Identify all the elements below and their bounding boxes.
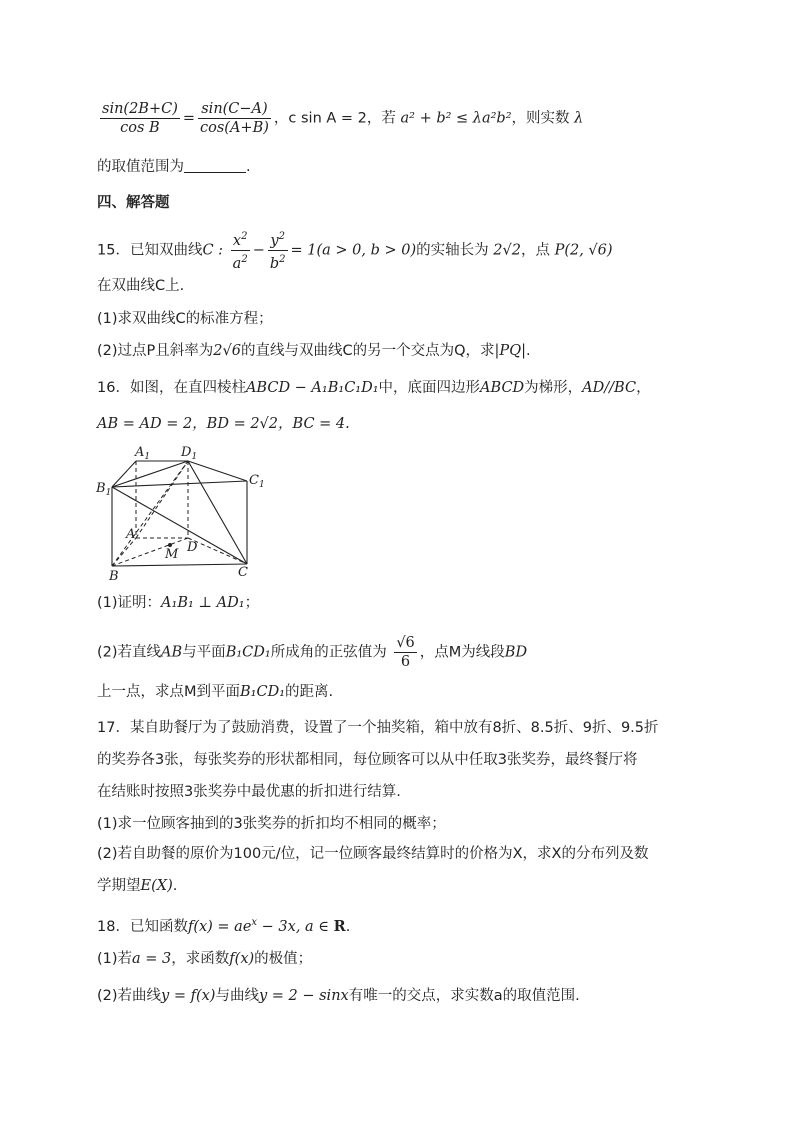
q15-line1: 15．已知双曲线C : $\frac{x^2}{a^2}$ − $\frac{y^2}{b^2}$ = 1(a > 0, b > 0)的实轴长为 2√2，点 P(2, √6) <box>97 228 613 273</box>
edge-BC <box>112 564 247 566</box>
q17-line3: 在结账时按照3张奖券中最优惠的折扣进行结算. <box>97 784 401 800</box>
q16-given: AB = AD = 2，BD = 2√2，BC = 4. <box>97 416 350 432</box>
q14-inequality: a² + b² ≤ λa²b² <box>400 110 512 127</box>
q14-lambda: λ <box>574 110 584 127</box>
label-A: A <box>126 527 136 542</box>
q17-part2: (2)若自助餐的原价为100元/位，记一位顾客最终结算时的价格为X，求X的分布列及数 <box>97 846 649 862</box>
fraction-sin-over-cos: $\frac{\sin(2B+C)}{\text{cos B}}$ <box>102 101 178 136</box>
q16-part1: (1)证明：A₁B₁ ⊥ AD₁； <box>97 595 260 611</box>
q16-part2: (2)若直线AB与平面B₁CD₁所成角的正弦值为 $\frac{√6}{6}$ ，点M为线段BD <box>97 635 528 670</box>
q17-part1: (1)求一位顾客抽到的3张奖券的折扣均不相同的概率； <box>97 816 446 832</box>
label-B1: $B_1$ <box>96 481 112 498</box>
section-heading: 四、解答题 <box>97 195 170 211</box>
label-C: C <box>238 565 248 580</box>
q14-tail-text: ，则实数 <box>511 110 570 127</box>
q18-part1: (1)若a = 3，求函数f(x)的极值； <box>97 951 313 967</box>
q14-line2: 的取值范围为 . <box>97 159 251 175</box>
q14-line1: $\frac{\sin(2B+C)}{\text{cos B}}$ = $\frac{\sin(C-A)}{\cos(A+B)}$ ，c sin A = 2，若 a² + b² ≤ λa²b²，则实数 λ <box>102 101 584 136</box>
fraction-sin-over-cos-2: $\frac{\sin(C-A)}{\cos(A+B)}$ <box>200 101 269 136</box>
label-C1: $C_1$ <box>249 473 265 490</box>
label-B: B <box>109 569 119 582</box>
fraction-sqrt6-over-6: $\frac{√6}{6}$ <box>396 635 415 670</box>
edge-D1C1 <box>188 461 247 481</box>
q18-part2: (2)若曲线y = f(x)与曲线y = 2 − sinx有唯一的交点，求实数a的取值范围. <box>97 988 580 1004</box>
hidden-edge-BA <box>112 538 136 566</box>
q15-part1: (1)求双曲线C的标准方程； <box>97 311 273 327</box>
answer-blank <box>184 158 246 173</box>
q16-line1: 16．如图，在直四棱柱ABCD − A₁B₁C₁D₁中，底面四边形ABCD为梯形，AD//BC， <box>97 380 651 396</box>
label-D1: $D_1$ <box>181 445 198 462</box>
edge-B1C1 <box>112 481 247 487</box>
prism-figure <box>95 440 275 582</box>
q17-part2-line2: 学期望E(X). <box>97 878 178 894</box>
q16-part2-line2: 上一点，求点M到平面B₁CD₁的距离. <box>97 684 334 700</box>
label-A1: $A_1$ <box>135 445 151 462</box>
q15-part2: (2)过点P且斜率为2√6的直线与双曲线C的另一个交点为Q，求|PQ|. <box>97 343 531 359</box>
q17-line2: 的奖券各3张，每张奖券的形状都相同，每位顾客可以从中任取3张奖券，最终餐厅将 <box>97 752 638 768</box>
edge-B1C <box>112 487 247 564</box>
q15-point: P(2, √6) <box>554 242 613 259</box>
q15-axis-value: 2√2 <box>493 242 521 259</box>
label-D: D <box>187 540 198 555</box>
q14-mid-text: ，c sin A = 2，若 <box>273 110 396 127</box>
fraction-y2-over-b2: $\frac{y^2}{b^2}$ <box>268 228 288 273</box>
fraction-x2-over-a2: $\frac{x^2}{a^2}$ <box>231 228 250 273</box>
label-M: M <box>165 547 179 562</box>
q18-line1: 18．已知函数$f(x) = ae^x - 3x$, a ∈ R. <box>97 917 351 935</box>
q15-line2: 在双曲线C上. <box>97 278 185 294</box>
q17-line1: 17．某自助餐厅为了鼓励消费，设置了一个抽奖箱，箱中放有8折、8.5折、9折、9.5折 <box>97 720 659 736</box>
